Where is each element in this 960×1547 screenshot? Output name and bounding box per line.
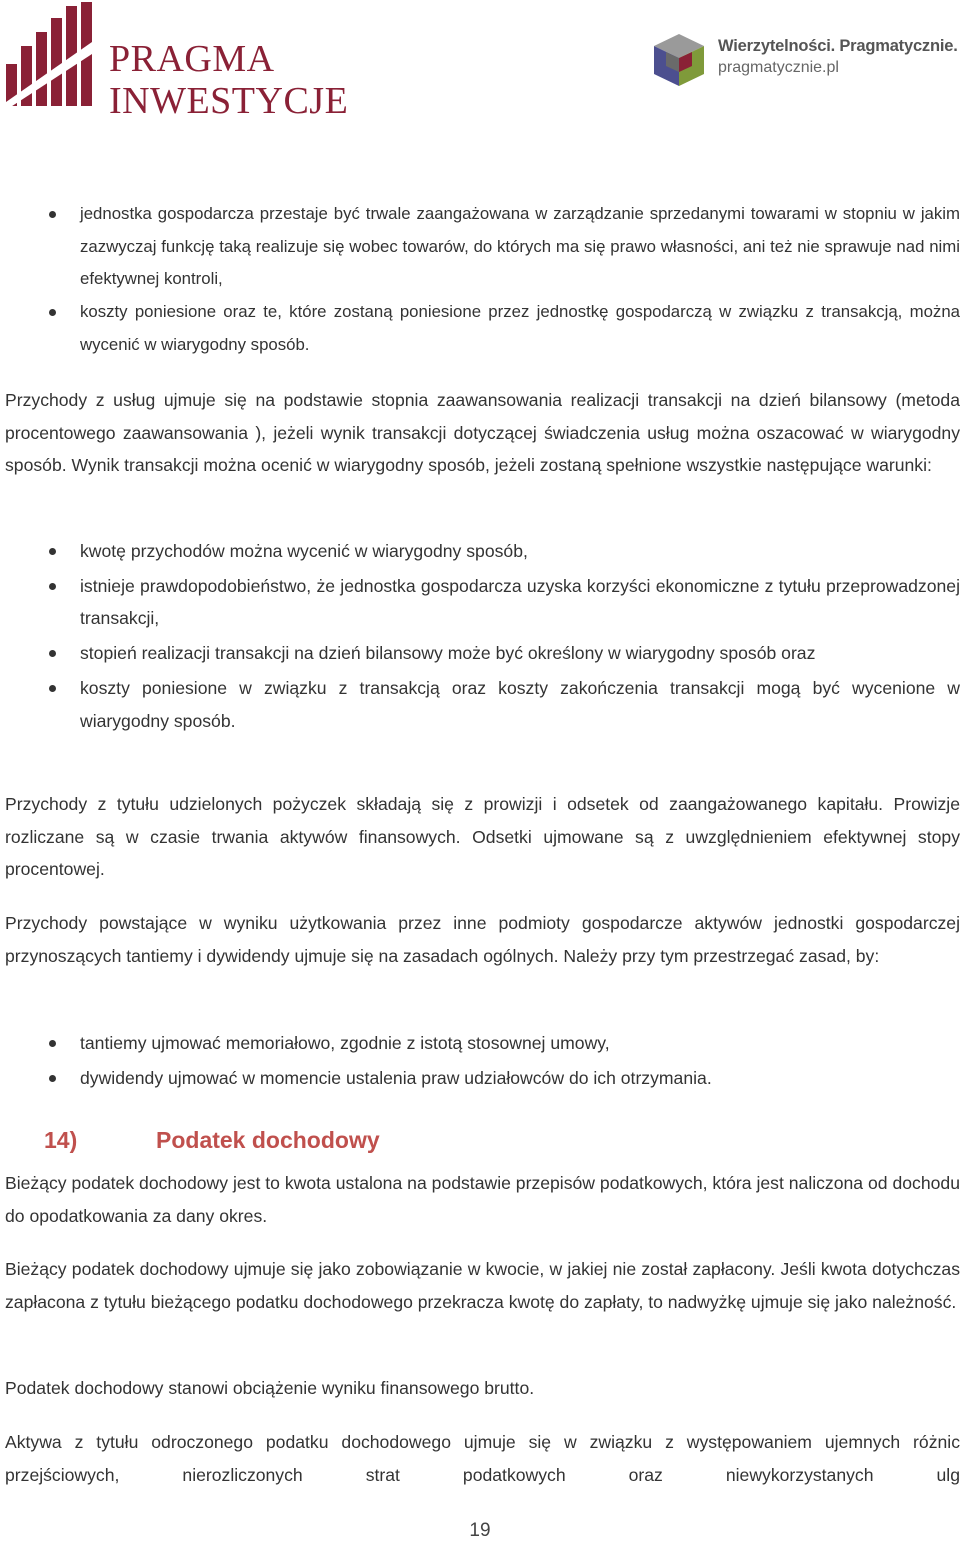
list-item: koszty poniesione w związku z transakcją oraz koszty zakończenia transakcji mogą być wycenione w wiarygodny sposób.	[5, 672, 960, 737]
bullet-icon	[49, 309, 56, 316]
brand-name-line1: PRAGMA	[109, 38, 275, 80]
list-item: tantiemy ujmować memoriałowo, zgodnie z istotą stosownej umowy,	[5, 1027, 960, 1060]
bullet-list-conditions	[5, 535, 960, 737]
page-header	[0, 0, 960, 130]
bullet-icon	[49, 548, 56, 555]
paragraph: Przychody z usług ujmuje się na podstawie stopnia zaawansowania realizacji transakcji na dzień bilansowy (metoda procentowego zaawansowania ), jeżeli wynik transakcji dotyczącej świadczenia usług można oszacować w wiarygodny sposób. Wynik transakcji można ocenić w wiarygodny sposób, jeżeli zostaną spełnione wszystkie następujące warunki:	[5, 390, 960, 476]
section-title: Podatek dochodowy	[156, 1127, 380, 1153]
bullet-list-rules	[5, 1027, 960, 1094]
paragraph: Przychody powstające w wyniku użytkowania przez inne podmioty gospodarcze aktywów jednostki gospodarczej przynoszących tantiemy i dywidendy ujmuje się na zasadach ogólnych. Należy przy tym przestrzegać zasad, by:	[5, 913, 960, 966]
list-item: koszty poniesione oraz te, które zostaną poniesione przez jednostkę gospodarczą w związku z transakcją, można wycenić w wiarygodny sposób.	[5, 296, 960, 361]
paragraph: Przychody z tytułu udzielonych pożyczek składają się z prowizji i odsetek od zaangażowanego kapitału. Prowizje rozliczane są w czasie trwania aktywów finansowych. Odsetki ujmowane są z uwzględnieniem efektywnej stopy procentowej.	[5, 794, 960, 880]
list-item: stopień realizacji transakcji na dzień bilansowy może być określony w wiarygodny sposób oraz	[5, 637, 960, 670]
bullet-icon	[49, 650, 56, 657]
bullet-icon	[49, 1040, 56, 1047]
bullet-icon	[49, 583, 56, 590]
bullet-list-top	[5, 198, 960, 362]
bullet-icon	[49, 685, 56, 692]
section-heading	[5, 1124, 960, 1156]
list-item: kwotę przychodów można wycenić w wiarygodny sposób,	[5, 535, 960, 568]
pragma-emblem-icon	[4, 2, 104, 112]
brand-name-line2: INWESTYCJE	[109, 80, 349, 122]
pragma-inwestycje-logo	[4, 2, 349, 122]
brand-slogan: Wierzytelności. Pragmatycznie.	[718, 37, 958, 55]
paragraph: Bieżący podatek dochodowy jest to kwota ustalona na podstawie przepisów podatkowych, która jest naliczona od dochodu do opodatkowania za dany okres.	[5, 1173, 960, 1226]
list-item: istnieje prawdopodobieństwo, że jednostka gospodarcza uzyska korzyści ekonomiczne z tytułu przeprowadzonej transakcji,	[5, 570, 960, 635]
bullet-icon	[49, 211, 56, 218]
paragraph: Podatek dochodowy stanowi obciążenie wyniku finansowego brutto.	[5, 1378, 535, 1398]
page-number: 19	[469, 1520, 491, 1541]
cube-emblem-icon	[648, 30, 710, 90]
brand-website: pragmatycznie.pl	[718, 59, 839, 76]
bullet-icon	[49, 1075, 56, 1082]
list-item: jednostka gospodarcza przestaje być trwale zaangażowana w zarządzanie sprzedanymi towarami w stopniu w jakim zazwyczaj funkcję taką realizuje się wobec towarów, do których ma się prawo własności, ani też nie sprawuje nad nimi efektywnej kontroli,	[5, 198, 960, 296]
paragraph: Bieżący podatek dochodowy ujmuje się jako zobowiązanie w kwocie, w jakiej nie został zapłacony. Jeśli kwota dotychczas zapłacona z tytułu bieżącego podatku dochodowego przekracza kwotę do zapłaty, to nadwyżkę ujmuje się jako należność.	[5, 1259, 960, 1312]
paragraph: Aktywa z tytułu odroczonego podatku dochodowego ujmuje się w związku z występowaniem ujemnych różnic przejściowych, nierozliczonych strat podatkowych oraz niewykorzystanych ulg	[5, 1432, 960, 1485]
list-item: dywidendy ujmować w momencie ustalenia praw udziałowców do ich otrzymania.	[5, 1062, 960, 1095]
section-number: 14)	[44, 1127, 78, 1153]
pragmatycznie-logo	[648, 30, 960, 90]
